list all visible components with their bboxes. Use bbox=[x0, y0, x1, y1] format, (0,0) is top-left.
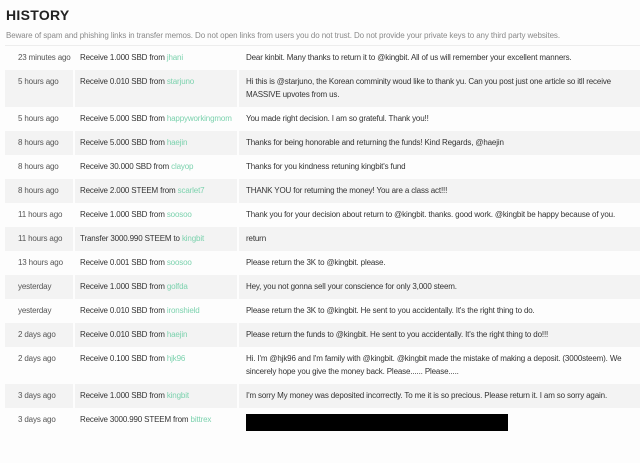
transaction-time: 8 hours ago bbox=[18, 162, 59, 171]
memo-text: Please return the 3K to @kingbit. please. bbox=[246, 258, 386, 267]
transaction-time: 2 days ago bbox=[5, 323, 73, 347]
user-link[interactable]: scarlet7 bbox=[177, 186, 205, 195]
transaction-time: 11 hours ago bbox=[5, 227, 73, 251]
memo-text: Hi this is @starjuno, the Korean comminity woud like to thank yu. Can you post just one article so itll receive MASSIVE upvotes from us. bbox=[246, 77, 611, 99]
transaction-time: 23 minutes ago bbox=[18, 53, 71, 62]
transaction-description bbox=[75, 347, 237, 384]
transaction-time: 3 days ago bbox=[18, 415, 56, 424]
table-row bbox=[5, 179, 640, 203]
transaction-memo bbox=[239, 251, 640, 275]
transaction-time: 3 days ago bbox=[5, 384, 73, 408]
table-row bbox=[5, 323, 640, 347]
table-row bbox=[5, 131, 640, 155]
transaction-description bbox=[75, 46, 237, 70]
user-link[interactable]: ironshield bbox=[166, 306, 200, 315]
user-link[interactable]: starjuno bbox=[166, 77, 195, 86]
user-link[interactable]: jhani bbox=[166, 53, 183, 62]
action-text: Receive 0.001 SBD from bbox=[80, 258, 165, 267]
user-link[interactable]: haejin bbox=[166, 330, 188, 339]
transaction-description bbox=[75, 408, 237, 438]
user-link[interactable]: bittrex bbox=[190, 415, 212, 424]
action-text: Receive 1.000 SBD from bbox=[80, 391, 165, 400]
memo-text: Thanks for you kindness retuning kingbit's fund bbox=[246, 162, 406, 171]
action-text: Receive 1.000 SBD from bbox=[80, 53, 165, 62]
action-text: Receive 0.010 SBD from bbox=[80, 77, 165, 86]
action-text: Receive 5.000 SBD from bbox=[80, 114, 165, 123]
action-text: Receive 0.100 SBD from bbox=[80, 354, 165, 363]
user-link[interactable]: hjk96 bbox=[166, 354, 186, 363]
user-link[interactable]: golfda bbox=[166, 282, 188, 291]
transaction-memo bbox=[239, 323, 640, 347]
transaction-description bbox=[75, 227, 237, 251]
transaction-description bbox=[75, 275, 237, 299]
transaction-time: 13 hours ago bbox=[18, 258, 63, 267]
action-text: Receive 1.000 SBD from bbox=[80, 210, 165, 219]
table-row bbox=[5, 384, 640, 408]
transaction-time: 2 days ago bbox=[18, 354, 56, 363]
user-link[interactable]: happyworkingmom bbox=[166, 114, 232, 123]
action-text: Receive 2.000 STEEM from bbox=[80, 186, 176, 195]
memo-text: Dear kinbit. Many thanks to return it to @kingbit. All of us will remember your excellent manners. bbox=[246, 53, 572, 62]
action-text: Transfer 3000.990 STEEM to bbox=[80, 234, 180, 243]
memo-text: Hi. I'm @hjk96 and I'm family with @kingbit. @kingbit made the mistake of making a deposit. (3000steem). We sincerely hope you give the money back. Please...... Please..... bbox=[246, 354, 622, 376]
transaction-memo bbox=[239, 408, 640, 438]
transaction-time: 5 hours ago bbox=[5, 70, 73, 107]
transaction-description bbox=[75, 323, 237, 347]
user-link[interactable]: soosoo bbox=[166, 210, 192, 219]
transaction-description bbox=[75, 70, 237, 107]
transaction-memo bbox=[239, 275, 640, 299]
memo-text: Thanks for being honorable and returning the funds! Kind Regards, @haejin bbox=[246, 138, 504, 147]
transaction-memo bbox=[239, 203, 640, 227]
action-text: Receive 3000.990 STEEM from bbox=[80, 415, 189, 424]
transaction-memo bbox=[239, 227, 640, 251]
user-link[interactable]: kingbit bbox=[181, 234, 205, 243]
table-row bbox=[5, 107, 640, 131]
table-row bbox=[5, 227, 640, 251]
memo-text: You made right decision. I am so grateful. Thank you!! bbox=[246, 114, 429, 123]
transaction-time: yesterday bbox=[5, 275, 73, 299]
transaction-description bbox=[75, 299, 237, 323]
transaction-description bbox=[75, 384, 237, 408]
transaction-memo bbox=[239, 107, 640, 131]
transaction-memo bbox=[239, 384, 640, 408]
transaction-description bbox=[75, 131, 237, 155]
transaction-time: 8 hours ago bbox=[5, 131, 73, 155]
transaction-memo bbox=[239, 46, 640, 70]
page-title: HISTORY bbox=[6, 7, 70, 23]
transaction-time: yesterday bbox=[18, 306, 52, 315]
transaction-memo bbox=[239, 299, 640, 323]
transaction-memo bbox=[239, 155, 640, 179]
transaction-description bbox=[75, 155, 237, 179]
transaction-description bbox=[75, 251, 237, 275]
memo-text: Hey, you not gonna sell your conscience for only 3,000 steem. bbox=[246, 282, 457, 291]
user-link[interactable]: haejin bbox=[166, 138, 188, 147]
user-link[interactable]: clayop bbox=[171, 162, 194, 171]
user-link[interactable]: kingbit bbox=[166, 391, 189, 400]
transaction-memo bbox=[239, 347, 640, 384]
transaction-time: 8 hours ago bbox=[5, 179, 73, 203]
transaction-time: 5 hours ago bbox=[18, 114, 59, 123]
table-row bbox=[5, 299, 640, 323]
table-row bbox=[5, 70, 640, 107]
user-link[interactable]: soosoo bbox=[166, 258, 192, 267]
memo-text: return bbox=[246, 234, 266, 243]
action-text: Receive 0.010 SBD from bbox=[80, 330, 165, 339]
action-text: Receive 0.010 SBD from bbox=[80, 306, 165, 315]
action-text: Receive 1.000 SBD from bbox=[80, 282, 165, 291]
table-row bbox=[5, 347, 640, 384]
action-text: Receive 5.000 SBD from bbox=[80, 138, 165, 147]
table-row bbox=[5, 203, 640, 227]
transaction-description bbox=[75, 203, 237, 227]
transaction-description bbox=[75, 107, 237, 131]
table-row bbox=[5, 275, 640, 299]
transaction-memo bbox=[239, 131, 640, 155]
history-table bbox=[5, 45, 640, 438]
memo-text: THANK YOU for returning the money! You are a class act!!! bbox=[246, 186, 448, 195]
table-row bbox=[5, 46, 640, 70]
transaction-memo bbox=[239, 70, 640, 107]
table-row bbox=[5, 408, 640, 438]
transaction-description bbox=[75, 179, 237, 203]
transaction-time: 11 hours ago bbox=[18, 210, 63, 219]
action-text: Receive 30.000 SBD from bbox=[80, 162, 170, 171]
memo-text: Thank you for your decision about return to @kingbit. thanks. good work. @kingbit be happy because of you. bbox=[246, 210, 616, 219]
transaction-memo bbox=[239, 179, 640, 203]
redacted-memo bbox=[246, 414, 508, 431]
memo-text: Please return the funds to @kingbit. He sent to you accidentally. It's the right thing to do!!! bbox=[246, 330, 549, 339]
table-row bbox=[5, 155, 640, 179]
memo-text: I'm sorry My money was deposited incorrectly. To me it is so precious. Please return it. I am so sorry again. bbox=[246, 391, 608, 400]
table-row bbox=[5, 251, 640, 275]
phishing-warning-text: Beware of spam and phishing links in transfer memos. Do not open links from users you do not trust. Do not provide your private keys to any third party websites. bbox=[6, 31, 560, 40]
memo-text: Please return the 3K to @kingbit. He sent to you accidentally. It's the right thing to do. bbox=[246, 306, 535, 315]
